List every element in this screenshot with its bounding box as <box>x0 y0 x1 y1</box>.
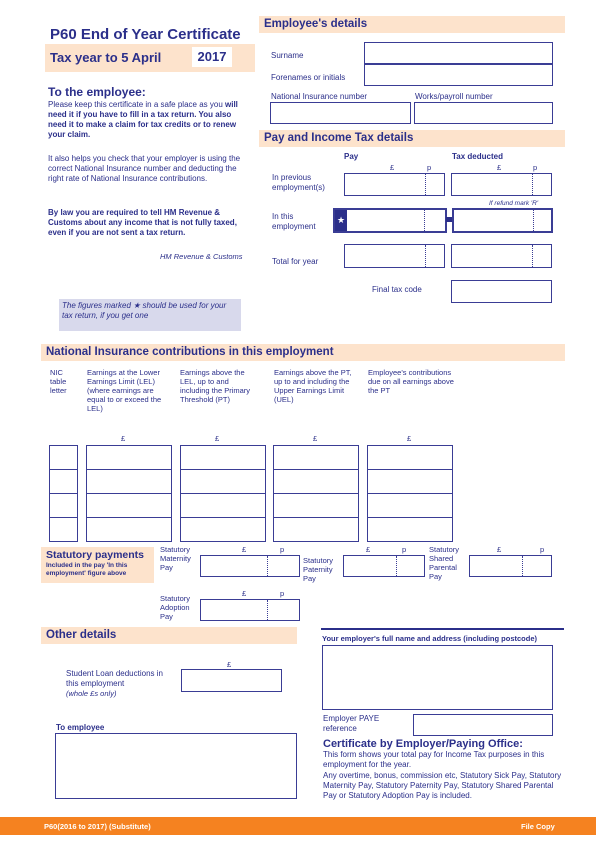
refund-note: If refund mark 'R' <box>489 200 539 207</box>
ni-number-input[interactable] <box>270 102 411 124</box>
employer-address-box[interactable] <box>322 645 553 710</box>
para1-normal: Please keep this certificate in a safe place as you <box>48 100 223 109</box>
paternity-input[interactable] <box>343 555 425 577</box>
tax-year-value[interactable]: 2017 <box>192 47 232 67</box>
total-label: Total for year <box>272 257 319 266</box>
maternity-pound: £ <box>242 545 247 554</box>
paye-input[interactable] <box>413 714 553 736</box>
to-employee-para2: It also helps you check that your employer is using the correct National Insurance number and deducting the right rate of National Insurance contributions. <box>48 154 241 183</box>
certificate-text2: Any overtime, bonus, commission etc, Statutory Sick Pay, Statutory Maternity Pay, Statutory Paternity Pay, Statutory Shared Parental Pay or Statutory Adoption Pay is included. <box>323 771 562 800</box>
surname-input[interactable] <box>364 42 553 64</box>
nic-lel-pt-row-4-input[interactable] <box>180 517 266 542</box>
previous-label: In previous employment(s) <box>272 173 325 192</box>
certificate-title: Certificate by Employer/Paying Office: <box>323 738 523 750</box>
nic-lel-pt-row-3-input[interactable] <box>180 493 266 518</box>
student-loan-pound: £ <box>227 660 232 669</box>
nic-contrib-row-2-input[interactable] <box>367 469 453 494</box>
certificate-text1: This form shows your total pay for Income Tax purposes in this employment for the year. <box>323 750 545 769</box>
para1-bold: will need it if you have to fill in a tax return. You also need it to make a claim for tax credits or to renew your claim. <box>48 100 238 139</box>
employer-heading: Your employer's full name and address (including postcode) <box>322 634 538 643</box>
nic-lel-row-3-input[interactable] <box>86 493 172 518</box>
nic-col5: Employee's contributions due on all earnings above the PT <box>368 368 454 395</box>
ni-number-label: National Insurance number <box>271 92 368 101</box>
previous-tax-input[interactable] <box>451 173 552 196</box>
nic-pound-2: £ <box>121 434 126 443</box>
nic-pt-uel-row-1-input[interactable] <box>273 445 359 470</box>
forenames-input[interactable] <box>364 64 553 86</box>
paternity-pound: £ <box>366 545 371 554</box>
this-employment-label: In this employment <box>272 212 316 231</box>
shared-label: Statutory Shared Parental Pay <box>429 545 460 581</box>
previous-pay-input[interactable] <box>344 173 445 196</box>
nic-letter-row-4-input[interactable] <box>49 517 78 542</box>
this-tax-input[interactable] <box>452 208 553 233</box>
paternity-pence: p <box>402 545 407 554</box>
to-employee-para1 <box>48 100 246 140</box>
adoption-pence: p <box>280 589 285 598</box>
tax-pound-symbol: £ <box>497 163 502 172</box>
to-employee-para3: By law you are required to tell HM Revenue & Customs about any income that is not fully taxed, even if you are not sent a tax return. <box>48 208 237 237</box>
nic-pound-5: £ <box>407 434 412 443</box>
paye-label: Employer PAYE reference <box>323 714 380 733</box>
forenames-label: Forenames or initials <box>271 73 346 82</box>
adoption-label: Statutory Adoption Pay <box>160 594 191 621</box>
employer-rule <box>321 628 564 630</box>
tax-year-bar <box>45 44 255 72</box>
student-loan-label: Student Loan deductions in this employment <box>66 669 163 688</box>
to-employee-heading: To the employee: <box>48 85 146 99</box>
nic-pound-4: £ <box>313 434 318 443</box>
shared-input[interactable] <box>469 555 552 577</box>
to-employee-box[interactable] <box>55 733 297 799</box>
nic-lel-row-1-input[interactable] <box>86 445 172 470</box>
nic-col4: Earnings above the PT, up to and including the Upper Earnings Limit (UEL) <box>274 368 352 404</box>
nic-lel-pt-row-2-input[interactable] <box>180 469 266 494</box>
final-tax-code-label: Final tax code <box>372 285 422 294</box>
works-number-input[interactable] <box>414 102 553 124</box>
tax-year-label: Tax year to 5 April <box>50 50 162 65</box>
paternity-label: Statutory Paternity Pay <box>303 556 334 583</box>
shared-pence: p <box>540 545 545 554</box>
shared-pound: £ <box>497 545 502 554</box>
nic-letter-row-1-input[interactable] <box>49 445 78 470</box>
nic-header: National Insurance contributions in this employment <box>41 344 565 361</box>
form-title: P60 End of Year Certificate <box>50 26 241 43</box>
nic-pt-uel-row-3-input[interactable] <box>273 493 359 518</box>
other-details-header: Other details <box>41 627 297 644</box>
tax-pence-symbol: p <box>533 163 538 172</box>
nic-contrib-row-1-input[interactable] <box>367 445 453 470</box>
nic-lel-pt-row-1-input[interactable] <box>180 445 266 470</box>
tax-column-label: Tax deducted <box>452 152 503 161</box>
statutory-heading: Statutory payments <box>46 549 145 561</box>
pay-tax-header: Pay and Income Tax details <box>259 130 565 147</box>
nic-letter-row-2-input[interactable] <box>49 469 78 494</box>
nic-col1: NIC table letter <box>50 368 67 395</box>
footer-bar <box>0 817 596 835</box>
hmrc-signature: HM Revenue & Customs <box>160 252 243 261</box>
total-tax-input[interactable] <box>451 244 552 268</box>
student-loan-note: (whole £s only) <box>66 689 117 698</box>
maternity-pence: p <box>280 545 285 554</box>
pay-pound-symbol: £ <box>390 163 395 172</box>
nic-contrib-row-3-input[interactable] <box>367 493 453 518</box>
footer-form-id: P60(2016 to 2017) (Substitute) <box>44 822 151 831</box>
total-pay-input[interactable] <box>344 244 445 268</box>
works-number-label: Works/payroll number <box>415 92 493 101</box>
pay-column-label: Pay <box>344 152 359 161</box>
nic-lel-row-2-input[interactable] <box>86 469 172 494</box>
maternity-label: Statutory Maternity Pay <box>160 545 191 572</box>
nic-letter-row-3-input[interactable] <box>49 493 78 518</box>
student-loan-input[interactable] <box>181 669 282 692</box>
nic-col2: Earnings at the Lower Earnings Limit (LEL) (where earnings are equal to or exceed the LEL) <box>87 368 162 413</box>
figures-note: The figures marked ★ should be used for your tax return, if you get one <box>59 299 241 331</box>
footer-copy-type: File Copy <box>521 822 555 831</box>
adoption-input[interactable] <box>200 599 300 621</box>
star-marker: ★ <box>335 210 347 231</box>
maternity-input[interactable] <box>200 555 300 577</box>
final-tax-code-input[interactable] <box>451 280 552 303</box>
adoption-pound: £ <box>242 589 247 598</box>
pay-pence-symbol: p <box>427 163 432 172</box>
nic-col3: Earnings above the LEL, up to and including the Primary Threshold (PT) <box>180 368 251 404</box>
nic-lel-row-4-input[interactable] <box>86 517 172 542</box>
nic-pt-uel-row-2-input[interactable] <box>273 469 359 494</box>
nic-pound-3: £ <box>215 434 220 443</box>
to-employee-label: To employee <box>56 723 105 732</box>
this-pay-input[interactable] <box>333 208 447 233</box>
employee-details-header: Employee's details <box>259 16 565 33</box>
surname-label: Surname <box>271 51 304 60</box>
nic-contrib-row-4-input[interactable] <box>367 517 453 542</box>
statutory-subnote: Included in the pay 'In this employment' figure above <box>46 562 128 577</box>
nic-pt-uel-row-4-input[interactable] <box>273 517 359 542</box>
